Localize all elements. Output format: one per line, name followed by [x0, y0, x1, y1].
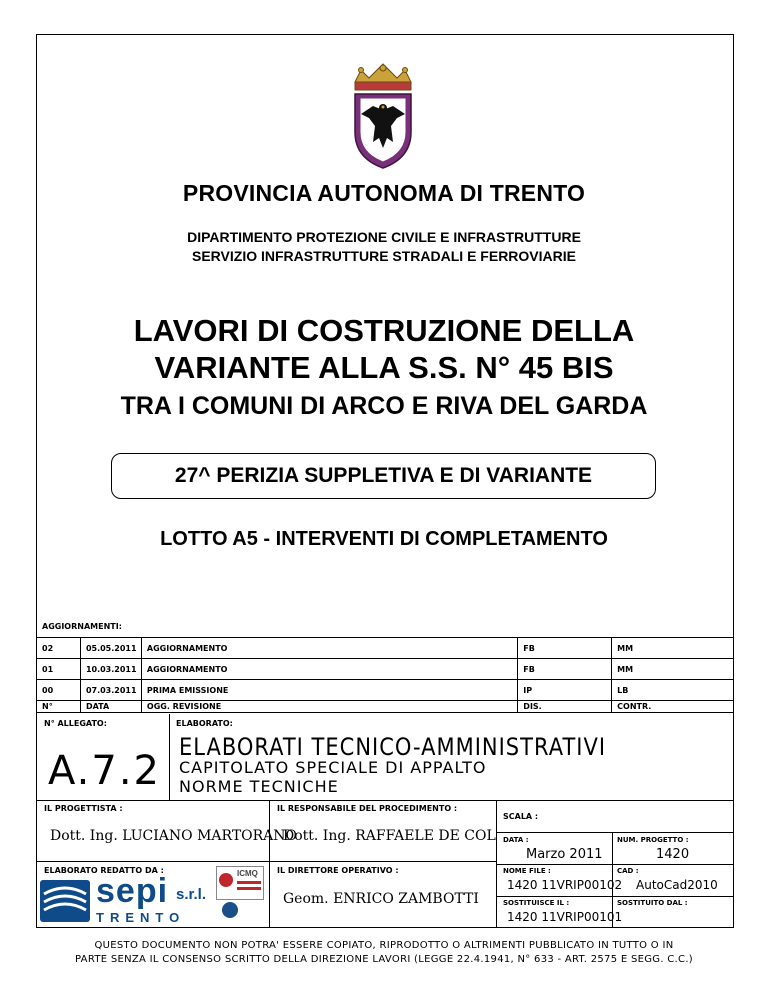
elaborato-line-1: ELABORATI TECNICO-AMMINISTRATIVI	[179, 733, 607, 761]
header-contr: CONTR.	[612, 701, 734, 713]
direttore-label: IL DIRETTORE OPERATIVO :	[277, 866, 399, 875]
rev-date: 10.03.2011	[80, 659, 141, 680]
sepi-wordmark: sepi	[96, 872, 169, 910]
rev-contr: MM	[612, 638, 734, 659]
data-label: DATA :	[503, 836, 529, 844]
service: SERVIZIO INFRASTRUTTURE STRADALI E FERROVIARIE	[192, 248, 576, 264]
progettista-name: Dott. Ing. LUCIANO MARTORANO	[50, 828, 298, 844]
aggiornamenti-label: AGGIORNAMENTI:	[42, 622, 122, 631]
sepi-suffix: s.r.l.	[176, 886, 207, 903]
table-header-row	[37, 701, 734, 713]
header-date: DATA	[80, 701, 141, 713]
num-progetto-label: NUM. PROGETTO :	[617, 836, 689, 844]
nome-file-value: 1420 11VRIP00102	[507, 878, 623, 892]
footer-line-2: PARTE SENZA IL CONSENSO SCRITTO DELLA DIREZIONE LAVORI (LEGGE 22.4.1941, N° 633 - ART. 2575 E SEGG. C.C.)	[74, 954, 694, 965]
rev-desc: PRIMA EMISSIONE	[141, 680, 517, 701]
cad-value: AutoCad2010	[636, 878, 718, 892]
department: DIPARTIMENTO PROTEZIONE CIVILE E INFRASTRUTTURE	[187, 229, 581, 245]
direttore-name: Geom. ENRICO ZAMBOTTI	[283, 891, 479, 907]
sostituisce-label: SOSTITUISCE IL :	[503, 899, 570, 907]
sepi-city: TRENTO	[96, 910, 186, 925]
rev-dis: FB	[518, 659, 612, 680]
rev-dis: FB	[518, 638, 612, 659]
iqnet-cert-icon	[222, 902, 238, 918]
icmq-cert-icon	[216, 866, 264, 900]
scala-label: SCALA :	[503, 812, 539, 821]
rev-n: 00	[37, 680, 81, 701]
rev-desc: AGGIORNAMENTO	[141, 638, 517, 659]
header-desc: OGG. REVISIONE	[141, 701, 517, 713]
rev-date: 05.05.2011	[80, 638, 141, 659]
perizia-box: 27^ PERIZIA SUPPLETIVA E DI VARIANTE	[111, 453, 656, 499]
sostituisce-value: 1420 11VRIP00101	[507, 910, 623, 924]
coat-of-arms-icon	[347, 62, 419, 170]
header-dis: DIS.	[518, 701, 612, 713]
elaborato-line-3: NORME TECNICHE	[179, 777, 339, 796]
lotto-title: LOTTO A5 - INTERVENTI DI COMPLETAMENTO	[160, 528, 608, 550]
title-line-3: TRA I COMUNI DI ARCO E RIVA DEL GARDA	[120, 392, 648, 420]
cad-label: CAD :	[617, 867, 639, 875]
divider	[169, 714, 170, 800]
rev-n: 01	[37, 659, 81, 680]
divider	[496, 896, 734, 897]
redatto-label: ELABORATO REDATTO DA :	[44, 866, 164, 875]
icmq-label: ICMQ	[237, 869, 258, 878]
divider	[36, 800, 734, 801]
responsabile-name: Dott. Ing. RAFFAELE DE COL	[283, 828, 496, 844]
data-value: Marzo 2011	[526, 847, 603, 862]
allegato-label: N° ALLEGATO:	[44, 719, 107, 728]
title-line-1: LAVORI DI COSTRUZIONE DELLA	[133, 313, 635, 348]
sostituito-label: SOSTITUITO DAL :	[617, 899, 688, 907]
elaborato-label: ELABORATO:	[176, 719, 233, 728]
rev-desc: AGGIORNAMENTO	[141, 659, 517, 680]
divider	[269, 800, 270, 928]
divider	[496, 864, 734, 865]
sepi-logo-icon	[40, 880, 90, 922]
rev-n: 02	[37, 638, 81, 659]
num-progetto-value: 1420	[656, 847, 690, 862]
nome-file-label: NOME FILE :	[503, 867, 551, 875]
divider	[36, 861, 496, 862]
elaborato-line-2: CAPITOLATO SPECIALE DI APPALTO	[179, 758, 487, 777]
table-row	[37, 680, 734, 701]
progettista-label: IL PROGETTISTA :	[44, 804, 123, 813]
rev-dis: IP	[518, 680, 612, 701]
table-row	[37, 638, 734, 659]
revision-table	[36, 637, 734, 713]
footer-line-1: QUESTO DOCUMENTO NON POTRA' ESSERE COPIATO, RIPRODOTTO O ALTRIMENTI PUBBLICATO IN TUTTO O IN	[94, 940, 674, 951]
header-n: N°	[37, 701, 81, 713]
responsabile-label: IL RESPONSABILE DEL PROCEDIMENTO :	[277, 804, 458, 813]
allegato-number: A.7.2	[48, 748, 161, 794]
divider	[496, 832, 734, 833]
rev-contr: LB	[612, 680, 734, 701]
rev-date: 07.03.2011	[80, 680, 141, 701]
table-row	[37, 659, 734, 680]
title-line-2: VARIANTE ALLA S.S. N° 45 BIS	[154, 350, 614, 385]
rev-contr: MM	[612, 659, 734, 680]
org-title: PROVINCIA AUTONOMA DI TRENTO	[182, 180, 586, 206]
